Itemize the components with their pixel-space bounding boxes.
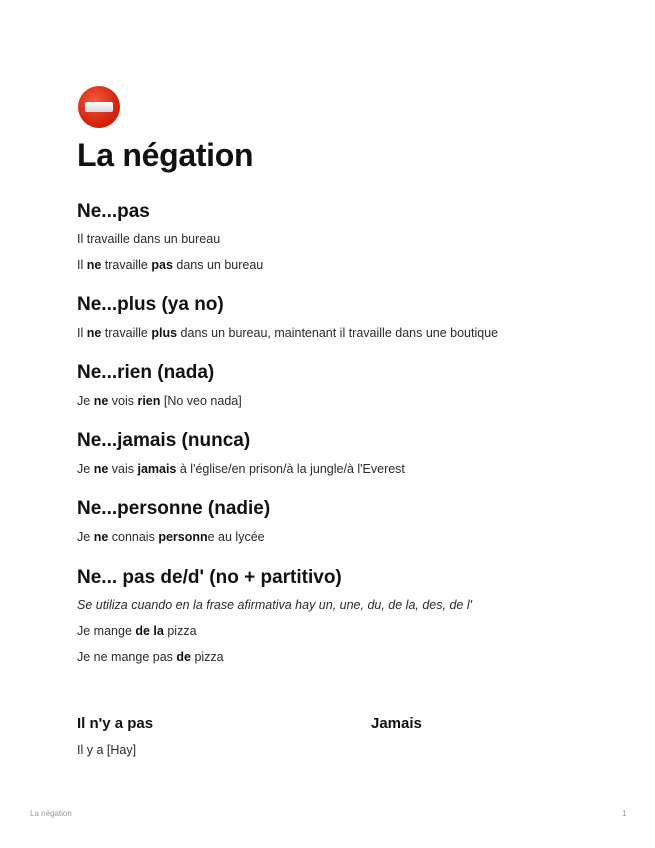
emphasized-word: personn (158, 530, 208, 544)
section-heading: Ne...pas (77, 201, 150, 222)
emphasized-word: pas (151, 258, 173, 272)
text-segment: pizza (190, 650, 224, 664)
emphasized-word: plus (151, 326, 178, 340)
text-segment: Il (77, 258, 87, 272)
text-segment: [No veo nada] (160, 394, 242, 408)
example-line (77, 597, 472, 613)
text-segment: Se utiliza cuando en la frase afirmativa hay un, une, du, de la, des, de l' (77, 598, 472, 612)
example-line (77, 325, 498, 341)
emphasized-word: de la (135, 624, 164, 638)
emphasized-word: de (176, 650, 191, 664)
emphasized-word: ne (93, 462, 109, 476)
example-line (77, 529, 265, 545)
emphasized-word: ne (93, 394, 109, 408)
emphasized-word: ne (86, 326, 102, 340)
text-segment: connais (108, 530, 159, 544)
section-heading: Ne...rien (nada) (77, 362, 215, 383)
text-segment: pizza (163, 624, 197, 638)
section-heading: Ne...personne (nadie) (77, 498, 271, 519)
emphasized-word: ne (93, 530, 109, 544)
section-heading: Ne...jamais (nunca) (77, 430, 251, 451)
example-line (77, 461, 405, 477)
example-line (77, 649, 224, 665)
column-heading-left: Il n'y a pas (77, 715, 154, 732)
text-segment: Je (77, 394, 94, 408)
no-entry-icon (78, 86, 120, 128)
text-segment: dans un bureau (172, 258, 264, 272)
example-line (77, 257, 263, 273)
emphasized-word: jamais (137, 462, 177, 476)
emphasized-word: rien (137, 394, 161, 408)
text-segment: Il travaille dans un bureau (77, 232, 221, 246)
example-line (77, 231, 220, 247)
text-segment: Je (77, 530, 94, 544)
section-heading: Ne...plus (ya no) (77, 294, 224, 315)
footer-title: La négation (30, 809, 72, 818)
text-segment: à l'église/en prison/à la jungle/à l'Everest (176, 462, 405, 476)
text-segment: travaille (101, 326, 152, 340)
text-segment: dans un bureau, maintenant il travaille dans une boutique (177, 326, 499, 340)
column-text-left: Il y a [Hay] (77, 743, 137, 757)
section-heading: Ne... pas de/d' (no + partitivo) (77, 567, 342, 588)
column-heading-right: Jamais (371, 715, 422, 732)
text-segment: Je (77, 462, 94, 476)
page-title: La négation (77, 137, 254, 173)
text-segment: vais (108, 462, 138, 476)
text-segment: Je mange (77, 624, 136, 638)
example-line (77, 393, 242, 409)
text-segment: Il (77, 326, 87, 340)
emphasized-word: ne (86, 258, 102, 272)
footer-page-number: 1 (622, 809, 627, 818)
text-segment: travaille (101, 258, 152, 272)
text-segment: Je ne mange pas (77, 650, 177, 664)
example-line (77, 623, 197, 639)
text-segment: vois (108, 394, 138, 408)
text-segment: e au lycée (207, 530, 265, 544)
